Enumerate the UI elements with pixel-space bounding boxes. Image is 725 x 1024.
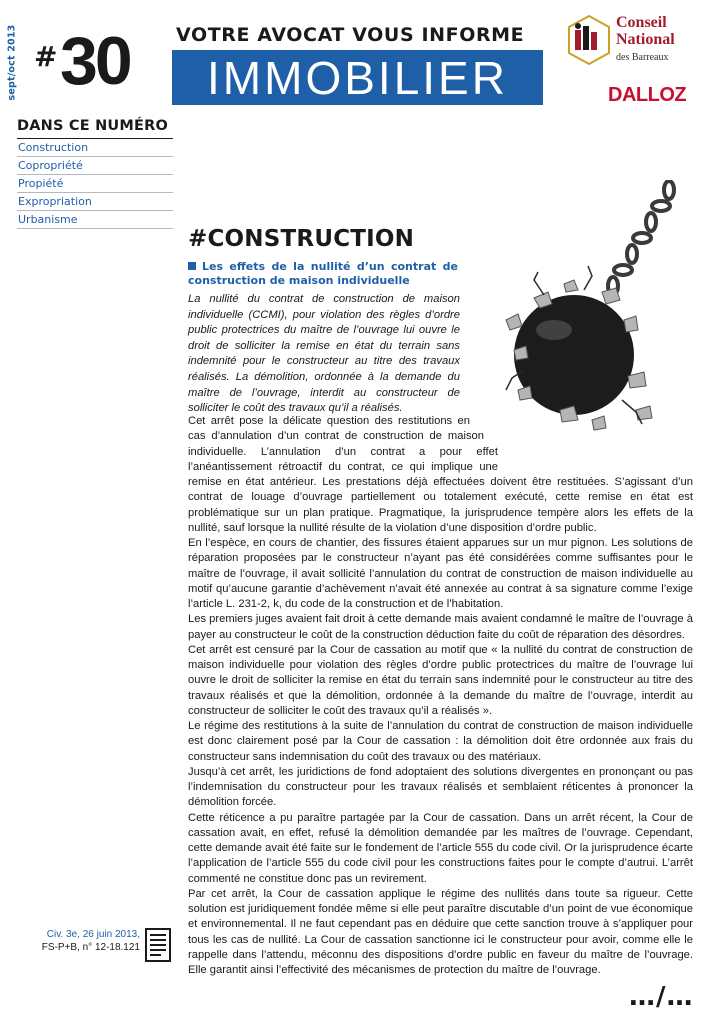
issue-number: 30 bbox=[60, 23, 130, 99]
body-paragraph-3: Les premiers juges avaient fait droit à cette demande mais avaient condamné le maître de l’ouvrage à payer au constructeur le coût de la construction déduction faite du coût de réparation des désordres. bbox=[188, 613, 693, 641]
cnb-line2: National bbox=[616, 31, 675, 48]
continued-marker: …/… bbox=[629, 982, 694, 1012]
article-body bbox=[188, 414, 693, 978]
body-paragraph-2: En l’espèce, en cours de chantier, des fissures étaient apparues sur un mur pignon. Les solutions de réparation proposées par le constructeur n’ayant pas été considérées comme suffisantes pour le maître de l’ouvrage, il avait sollicité l’annulation du contrat de construction de maison individuelle au motif qu’aucune garantie d’achèvement n’avait été annexée au contrat à sa signature comme l’exige l’article L. 231-2, k, du code de la construction et de l’habitation. bbox=[188, 537, 693, 610]
toc-item-propriete[interactable]: Propiété bbox=[17, 175, 173, 193]
cnb-line1: Conseil bbox=[616, 14, 667, 31]
issue-number-block bbox=[34, 23, 164, 108]
cnb-hexagon-icon bbox=[566, 14, 612, 66]
toc-list bbox=[17, 139, 173, 229]
body-paragraph-1-line: Cet arrêt pose la délicate question des restitutions en bbox=[188, 415, 470, 427]
toc-item-copropriete[interactable]: Copropriété bbox=[17, 157, 173, 175]
toc-item-expropriation[interactable]: Expropriation bbox=[17, 193, 173, 211]
section-title: #CONSTRUCTION bbox=[188, 226, 415, 252]
toc-item-urbanisme[interactable]: Urbanisme bbox=[17, 211, 173, 229]
document-icon bbox=[145, 928, 171, 962]
issue-hash: # bbox=[34, 40, 58, 73]
body-paragraph-6: Jusqu’à cet arrêt, les juridictions de fond adoptaient des solutions divergentes en prononçant ou pas l’indemnisation du constructeur pour les travaux réalisés et semblaient réticentes à prononcer la démolition forcée. bbox=[188, 765, 693, 809]
body-paragraph-5: Le régime des restitutions à la suite de l’annulation du contrat de construction de maison individuelle est donc clairement posé par la Cour de cassation : la démolition doit être ordonnée aux frais du constructeur sans indemnisation du coût des travaux ou des matériaux. bbox=[188, 720, 693, 763]
article-headline-text: Les effets de la nullité d’un contrat de construction de maison individuelle bbox=[188, 260, 458, 287]
dalloz-logo: DALLOZ bbox=[608, 84, 687, 106]
issue-date-text: sept/oct 2013 bbox=[6, 24, 18, 100]
article-headline bbox=[188, 260, 458, 288]
toc-title: DANS CE NUMÉRO bbox=[17, 118, 173, 139]
cnb-logo bbox=[566, 14, 691, 70]
body-paragraph-4: Cet arrêt est censuré par la Cour de cassation au motif que « la nullité du contrat de construction de maison individuelle pour violation des règles d’ordre public protectrices du maître de l’ouvrage lui ouvre le droit de solliciter la remise en état du terrain sans indemnité pour le constructeur au titre des travaux réalisés et que la démolition, ordonnée à la demande du maître de l’ouvrage, interdit au constructeur de solliciter le coût des travaux qu’il a réalisés ». bbox=[188, 643, 693, 717]
table-of-contents bbox=[17, 118, 173, 229]
body-paragraph-1 bbox=[188, 414, 693, 536]
citation-line1: Civ. 3e, 26 juin 2013, bbox=[46, 929, 140, 940]
cnb-line3: des Barreaux bbox=[616, 52, 669, 63]
article-abstract: La nullité du contrat de construction de maison individuelle (CCMI), pour violation des règles d’ordre public protectrices du maître de l’ouvrage lui ouvre le droit de solliciter la remise en état du terrain sans indemnité pour le constructeur au titre des travaux réalisés. La démolition, ordonnée à la demande du maître de l’ouvrage, interdit au constructeur de solliciter le coût des travaux qu’il a réalisés. bbox=[188, 293, 460, 415]
case-citation bbox=[36, 928, 140, 954]
body-paragraph-7: Cette réticence a pu paraître partagée par la Cour de cassation. Dans un arrêt récent, la Cour de cassation avait, en effet, refusé la démolition demandée par les maîtres de l’ouvrage. Cependant, cette demande avait été faite sur le fondement de l’article 555 du code civil. Or la jurisprudence écarte l’application de l’article 555 du code civil pour les constructions faites pour le compte d’autrui. L’arrêt commenté ne constitue donc pas un revirement. bbox=[188, 811, 693, 885]
toc-item-construction[interactable]: Construction bbox=[17, 139, 173, 157]
body-paragraph-1-line: l’anéantissement rétroactif du contrat, ce qui implique une bbox=[188, 460, 498, 473]
body-paragraph-1-line: cas d’annulation d’un contrat de construction de maison bbox=[188, 430, 484, 443]
wrecking-ball-illustration bbox=[504, 180, 684, 442]
body-paragraph-1-rest: remise en état antérieur. Les prestations déjà effectuées doivent être restituées. S’agissant d’un contrat de louage d’ouvrage partiellement ou totalement exécuté, cette remise en état est problématique sur un plan pratique. Pragmatique, la jurisprudence tempère alors les effets de la nullité, sauf lorsque la nullité résulte de la violation d’une disposition d’ordre public. bbox=[188, 476, 693, 534]
banner-title: IMMOBILIER bbox=[207, 51, 508, 104]
title-banner bbox=[172, 50, 543, 105]
issue-date bbox=[0, 12, 24, 112]
bullet-square-icon bbox=[188, 262, 196, 270]
citation-line2: FS-P+B, n° 12-18.121 bbox=[41, 942, 140, 953]
body-paragraph-1-line: individuelle. L’annulation d’un contrat a pour effet bbox=[188, 445, 498, 458]
newsletter-kicker: VOTRE AVOCAT VOUS INFORME bbox=[176, 24, 525, 46]
body-paragraph-8: Par cet arrêt, la Cour de cassation applique le régime des nullités dans toute sa rigueur. Cette solution est juridiquement fondée même si elle peut paraître discutable d’un point de vue économique et environnemental. Il ne faut cependant pas en déduire que cette sanction trouve à s’appliquer pour tous les cas de nullité. La Cour de cassation sanctionne ici le constructeur pour avoir, comme elle le rappelle dans l’attendu, méconnu des dispositions d’ordre public en faveur du maître de l’ouvrage. Elle garantit ainsi l’effectivité des mécanismes de protection du maître de l’ouvrage. bbox=[188, 887, 693, 976]
